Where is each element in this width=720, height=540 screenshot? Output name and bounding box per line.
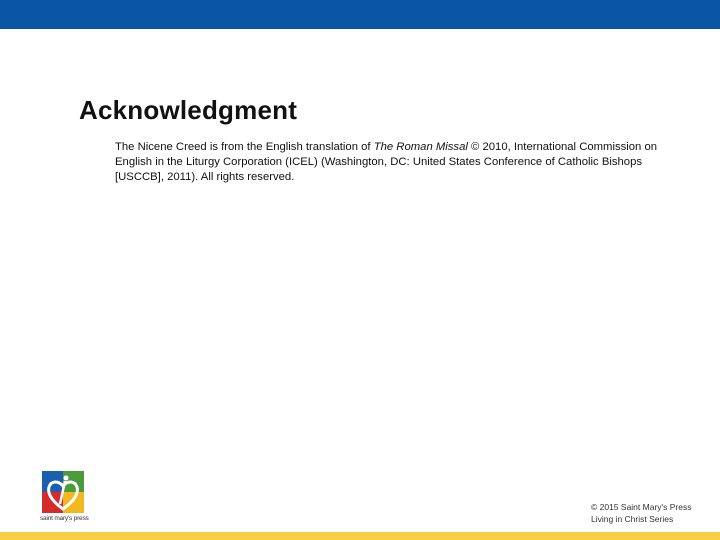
saint-marys-press-logo-icon: [40, 469, 86, 515]
logo-figure-head: [64, 476, 69, 481]
acknowledgment-text-start: The Nicene Creed is from the English translation of: [115, 141, 374, 153]
footer-copyright: [591, 501, 716, 525]
missal-title: The Roman Missal: [373, 141, 468, 153]
logo-wordmark: saint mary's press: [40, 515, 89, 522]
copyright-line: © 2015 Saint Mary's Press: [591, 502, 692, 512]
series-line: Living in Christ Series: [591, 514, 674, 524]
slide-title: Acknowledgment: [79, 95, 298, 125]
logo-yellow-tile: [63, 492, 84, 513]
top-accent-bar: [0, 0, 720, 29]
acknowledgment-text: [115, 140, 690, 185]
publisher-logo: [40, 469, 89, 525]
acknowledgment-text-end: © 2010, International Commission on English in the Liturgy Corporation (ICEL) (Washington, DC: United States Conference of Catholic Bishops [USCCB], 2011). All rights reserved.: [115, 141, 658, 183]
bottom-accent-bar: [0, 532, 720, 540]
